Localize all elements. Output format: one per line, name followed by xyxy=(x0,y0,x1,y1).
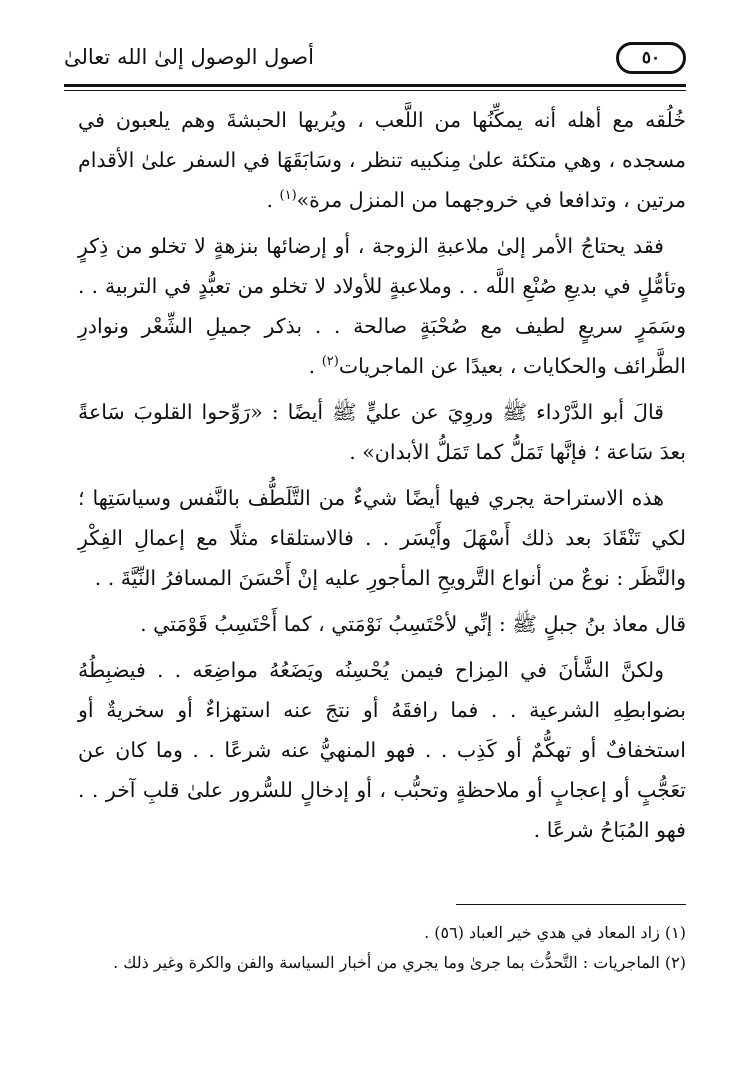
footnote-ref-2: (٢) xyxy=(321,354,339,370)
paragraph-2 xyxy=(78,226,686,386)
paragraph-text: فقد يحتاجُ الأمر إلىٰ ملاعبةِ الزوجة ، أو إرضائها بنزهةٍ لا تخلو من ذِكرٍ وتأمُّلٍ في بديعِ صُنْعِ اللَّه . . وملاعبةٍ للأولاد لا تخلو من تعبُّدٍ في التربية . . وسَمَرٍ سريعٍ لطيف مع صُحْبَةٍ صالحة . . بذكر جميلِ الشِّعْر ونوادرِ الطَّرائف والحكايات ، بعيدًا عن الماجريات xyxy=(78,234,686,378)
header-rule-thin xyxy=(64,90,686,91)
paragraph-text: خُلُقه مع أهله أنه يمكِّنُها من اللَّعب ، ويُريها الحبشةَ وهم يلعبون في مسجده ، وهي متكئة علىٰ مِنكبيه تنظر ، وسَابَقَهَا في السفر علىٰ الأقدام مرتين ، وتدافعا في خروجهما من المنزل مرة» xyxy=(78,108,686,212)
paragraph-4 xyxy=(78,478,686,598)
running-title: أصول الوصول إلىٰ الله تعالىٰ xyxy=(64,45,314,69)
paragraph-text: هذه الاستراحة يجري فيها أيضًا شيءٌ من التَّلَطُّف بالنَّفس وسياسَتِها ؛ لكي تَنْقَادَ بعد ذلك أَسْهَلَ وأَيْسَر . . فالاستلقاء مثلًا مع إعمالِ الفِكْرِ والنَّظَر : نوعٌ من أنواع التَّرويحِ المأجورِ عليه إنْ أَحْسَنَ المسافرُ النِّيَّةَ . . xyxy=(78,486,686,590)
footnote-1: (١) زاد المعاد في هدي خير العباد (٥٦) . xyxy=(424,923,686,942)
paragraph-text: ولكنَّ الشَّأنَ في المِزاح فيمن يُحْسِنُه ويَضَعُهُ مواضِعَه . . فيضبِطُهُ بضوابطِهِ الشرعية . . فما رافقَهُ أو نتجَ عنه استهزاءٌ أو سخريةٌ أو استخفافٌ أو تهكُّمٌ أو كَذِب . . فهو المنهيُّ عنه شرعًا . . وما كان عن تعَجُّبٍ أو إعجابٍ أو ملاحظةٍ وتحبُّب ، أو إدخالٍ للسُّرور علىٰ قلبِ آخر . . فهو المُبَاحُ شرعًا . xyxy=(78,658,686,842)
page-number: ٥٠ xyxy=(616,42,686,74)
paragraph-text: قالَ أبو الدَّرْداء ﷺ وروِيَ عن عليٍّ ﷺ أيضًا : «رَوِّحوا القلوبَ سَاعةً بعدَ سَاعة ؛ فإنَّها تَمَلُّ كما تَمَلُّ الأبدان» . xyxy=(78,400,686,464)
header-rule xyxy=(64,84,686,87)
paragraph-text: قال معاذ بنُ جبلٍ ﷺ : إنِّي لأحْتَسِبُ نَوْمَتي ، كما أَحْتَسِبُ قَوْمَتي . xyxy=(140,612,686,636)
page-header xyxy=(64,28,686,92)
footnote-separator xyxy=(456,904,686,905)
footnotes xyxy=(64,918,686,978)
paragraph-1 xyxy=(78,100,686,220)
footnote-ref-1: (١) xyxy=(279,188,297,204)
paragraph-tail: . xyxy=(266,188,280,212)
footnote-2: (٢) الماجريات : التَّحدُّث بما جرىٰ وما يجري من أخبار السياسة والفن والكرة وغير ذلك . xyxy=(113,953,686,972)
main-text xyxy=(78,100,686,856)
paragraph-6 xyxy=(78,650,686,850)
paragraph-3 xyxy=(78,392,686,472)
paragraph-5 xyxy=(78,604,686,644)
paragraph-tail: . xyxy=(308,354,322,378)
